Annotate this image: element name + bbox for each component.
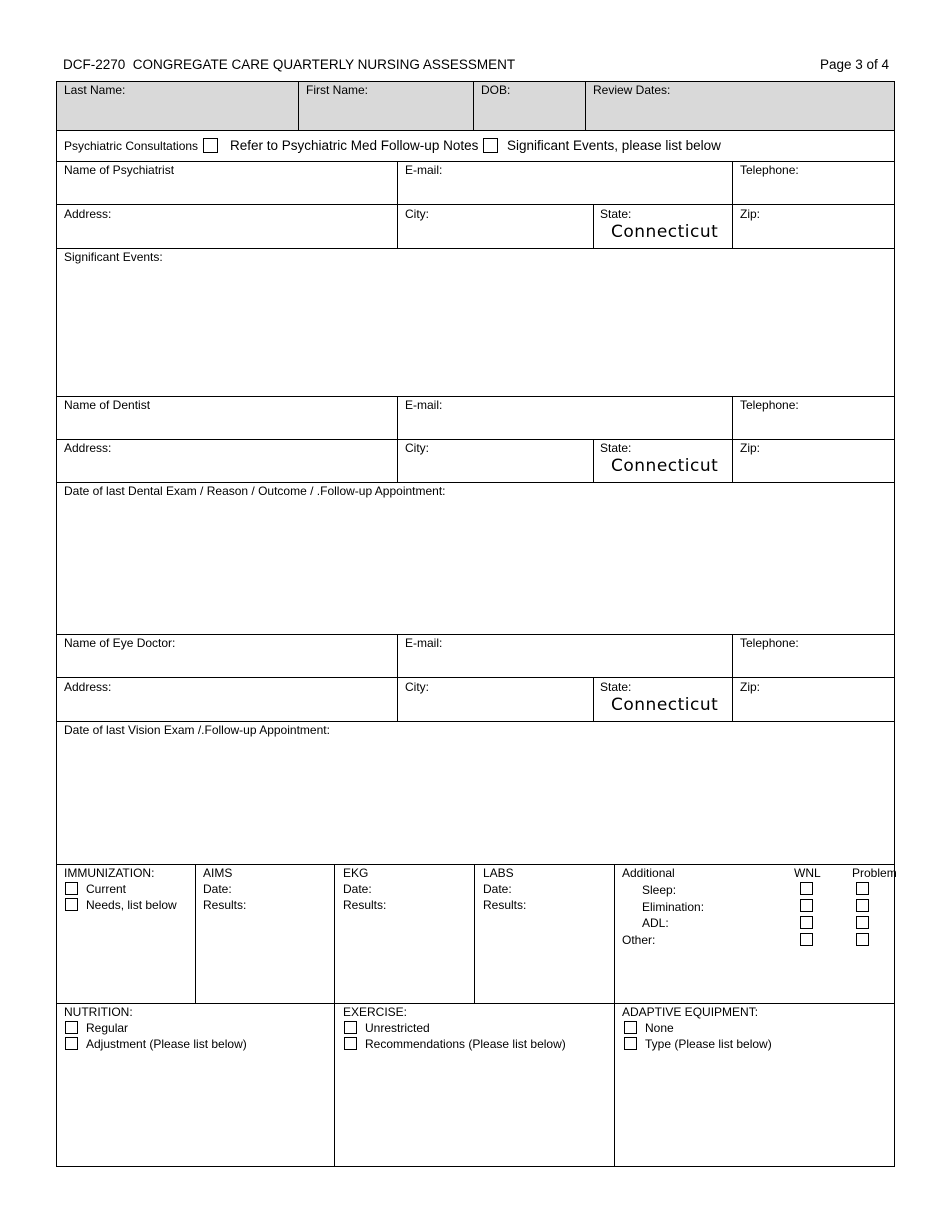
psychiatrist-address-label: Address: <box>64 207 112 221</box>
exercise-title: EXERCISE: <box>343 1005 408 1019</box>
psych-consultations-label: Psychiatric Consultations <box>64 139 199 153</box>
significant-events-checkbox[interactable] <box>483 138 498 153</box>
dentist-address-label: Address: <box>64 441 112 455</box>
adaptive-equipment-title: ADAPTIVE EQUIPMENT: <box>622 1005 759 1019</box>
adaptive-type-label: Type (Please list below) <box>645 1037 772 1051</box>
nutrition-regular-checkbox[interactable] <box>65 1021 78 1034</box>
labs-title: LABS <box>483 866 514 880</box>
wnl-header: WNL <box>794 866 821 880</box>
eye-doctor-address-input[interactable] <box>60 695 394 719</box>
dentist-state-value[interactable]: Connecticut <box>611 456 719 476</box>
psychiatrist-address-input[interactable] <box>60 222 394 246</box>
divider <box>298 81 299 131</box>
review-dates-input[interactable] <box>589 100 891 128</box>
exercise-textarea[interactable] <box>338 1055 610 1163</box>
dental-exam-textarea[interactable] <box>60 500 891 632</box>
ekg-title: EKG <box>343 866 369 880</box>
significant-events-label: Significant Events: <box>64 250 163 264</box>
immunization-title: IMMUNIZATION: <box>64 866 155 880</box>
dob-input[interactable] <box>477 100 582 128</box>
sleep-wnl-checkbox[interactable] <box>800 882 813 895</box>
dentist-state-label: State: <box>600 441 632 455</box>
eye-doctor-address-label: Address: <box>64 680 112 694</box>
sleep-problem-checkbox[interactable] <box>856 882 869 895</box>
divider <box>593 204 594 248</box>
other-wnl-checkbox[interactable] <box>800 933 813 946</box>
exercise-recommendations-label: Recommendations (Please list below) <box>365 1037 566 1051</box>
divider <box>334 864 335 1167</box>
additional-title: Additional <box>622 866 675 880</box>
divider <box>56 634 895 635</box>
dentist-email-input[interactable] <box>401 413 729 437</box>
psychiatrist-city-label: City: <box>405 207 429 221</box>
elimination-label: Elimination: <box>642 900 705 914</box>
exercise-recommendations-checkbox[interactable] <box>344 1037 357 1050</box>
divider <box>473 81 474 131</box>
psychiatrist-telephone-input[interactable] <box>736 178 891 202</box>
eye-doctor-name-label: Name of Eye Doctor: <box>64 636 176 650</box>
divider <box>56 864 895 865</box>
last-name-label: Last Name: <box>64 83 126 97</box>
divider <box>56 439 895 440</box>
divider <box>474 864 475 1003</box>
other-problem-checkbox[interactable] <box>856 933 869 946</box>
eye-doctor-email-label: E-mail: <box>405 636 443 650</box>
ekg-results-label: Results: <box>343 898 387 912</box>
adaptive-none-label: None <box>645 1021 674 1035</box>
psychiatrist-telephone-label: Telephone: <box>740 163 799 177</box>
psychiatrist-name-input[interactable] <box>60 178 394 202</box>
eye-doctor-name-input[interactable] <box>60 651 394 675</box>
significant-events-textarea[interactable] <box>60 266 891 394</box>
elimination-problem-checkbox[interactable] <box>856 899 869 912</box>
first-name-label: First Name: <box>306 83 369 97</box>
page-number: Page 3 of 4 <box>820 57 890 72</box>
psychiatrist-state-label: State: <box>600 207 632 221</box>
divider <box>614 864 615 1167</box>
dentist-telephone-input[interactable] <box>736 413 891 437</box>
eye-doctor-state-value[interactable]: Connecticut <box>611 695 719 715</box>
labs-input[interactable] <box>478 914 611 1000</box>
dentist-zip-label: Zip: <box>740 441 761 455</box>
eye-doctor-city-label: City: <box>405 680 429 694</box>
significant-events-option-label: Significant Events, please list below <box>507 138 721 153</box>
dentist-email-label: E-mail: <box>405 398 443 412</box>
psychiatrist-email-label: E-mail: <box>405 163 443 177</box>
divider <box>56 161 895 162</box>
nutrition-title: NUTRITION: <box>64 1005 133 1019</box>
aims-input[interactable] <box>199 914 331 1000</box>
divider <box>56 482 895 483</box>
divider <box>56 677 895 678</box>
nutrition-adjustment-label: Adjustment (Please list below) <box>86 1037 247 1051</box>
refer-psych-notes-label: Refer to Psychiatric Med Follow-up Notes <box>230 138 479 153</box>
nutrition-textarea[interactable] <box>60 1055 330 1163</box>
dental-exam-label: Date of last Dental Exam / Reason / Outcome / .Follow-up Appointment: <box>64 484 446 498</box>
dob-label: DOB: <box>481 83 511 97</box>
immunization-current-label: Current <box>86 882 127 896</box>
eye-doctor-zip-label: Zip: <box>740 680 761 694</box>
divider <box>56 721 895 722</box>
divider <box>593 677 594 721</box>
adl-wnl-checkbox[interactable] <box>800 916 813 929</box>
divider <box>56 204 895 205</box>
dentist-city-input[interactable] <box>401 456 590 480</box>
dentist-name-input[interactable] <box>60 413 394 437</box>
divider <box>585 81 586 131</box>
labs-date-label: Date: <box>483 882 512 896</box>
eye-doctor-email-input[interactable] <box>401 651 729 675</box>
adaptive-none-checkbox[interactable] <box>624 1021 637 1034</box>
refer-psych-notes-checkbox[interactable] <box>203 138 218 153</box>
eye-doctor-state-label: State: <box>600 680 632 694</box>
labs-results-label: Results: <box>483 898 527 912</box>
ekg-input[interactable] <box>338 914 471 1000</box>
last-name-input[interactable] <box>60 100 294 128</box>
psychiatrist-state-value[interactable]: Connecticut <box>611 222 719 242</box>
adaptive-textarea[interactable] <box>618 1055 891 1163</box>
dentist-telephone-label: Telephone: <box>740 398 799 412</box>
adaptive-type-checkbox[interactable] <box>624 1037 637 1050</box>
adl-problem-checkbox[interactable] <box>856 916 869 929</box>
form-name: CONGREGATE CARE QUARTERLY NURSING ASSESSMENT <box>132 57 516 72</box>
psychiatrist-name-label: Name of Psychiatrist <box>64 163 175 177</box>
adl-label: ADL: <box>642 916 669 930</box>
problem-header: Problem <box>852 866 897 880</box>
form-id: DCF-2270 <box>63 57 126 72</box>
psychiatrist-email-input[interactable] <box>401 178 729 202</box>
sleep-label: Sleep: <box>642 883 677 897</box>
dentist-name-label: Name of Dentist <box>64 398 151 412</box>
dentist-zip-input[interactable] <box>736 456 891 480</box>
other-label: Other: <box>622 933 656 947</box>
elimination-wnl-checkbox[interactable] <box>800 899 813 912</box>
eye-doctor-telephone-input[interactable] <box>736 651 891 675</box>
form-title <box>63 57 515 73</box>
divider <box>56 396 895 397</box>
dentist-address-input[interactable] <box>60 456 394 480</box>
ekg-date-label: Date: <box>343 882 372 896</box>
psychiatrist-zip-label: Zip: <box>740 207 761 221</box>
eye-doctor-telephone-label: Telephone: <box>740 636 799 650</box>
divider <box>593 439 594 482</box>
eye-doctor-city-input[interactable] <box>401 695 590 719</box>
exercise-unrestricted-label: Unrestricted <box>365 1021 430 1035</box>
aims-title: AIMS <box>203 866 233 880</box>
nutrition-regular-label: Regular <box>86 1021 129 1035</box>
vision-exam-label: Date of last Vision Exam /.Follow-up Appointment: <box>64 723 330 737</box>
aims-date-label: Date: <box>203 882 232 896</box>
psychiatrist-city-input[interactable] <box>401 222 590 246</box>
psychiatrist-zip-input[interactable] <box>736 222 891 246</box>
vision-exam-textarea[interactable] <box>60 739 891 861</box>
divider <box>195 864 196 1003</box>
review-dates-label: Review Dates: <box>593 83 671 97</box>
exercise-unrestricted-checkbox[interactable] <box>344 1021 357 1034</box>
nutrition-adjustment-checkbox[interactable] <box>65 1037 78 1050</box>
eye-doctor-zip-input[interactable] <box>736 695 891 719</box>
immunization-current-checkbox[interactable] <box>65 882 78 895</box>
divider <box>56 248 895 249</box>
immunization-needs-label: Needs, list below <box>86 898 177 912</box>
aims-results-label: Results: <box>203 898 247 912</box>
immunization-needs-checkbox[interactable] <box>65 898 78 911</box>
first-name-input[interactable] <box>302 100 470 128</box>
divider <box>56 1003 895 1004</box>
dentist-city-label: City: <box>405 441 429 455</box>
